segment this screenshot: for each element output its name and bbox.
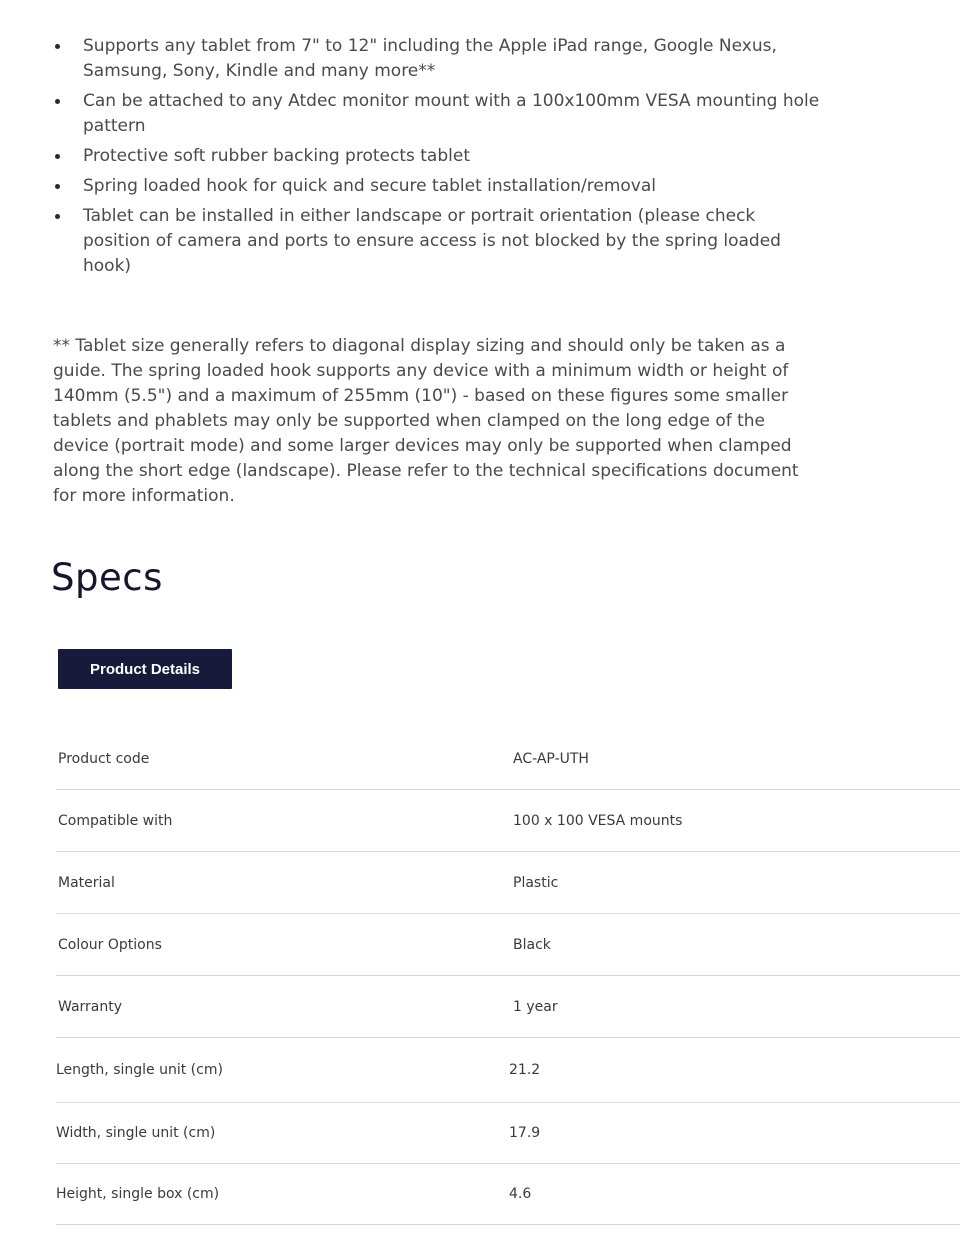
spec-value: 4.6 [509,1186,532,1202]
feature-text: Spring loaded hook for quick and secure tablet installation/removal [83,176,656,196]
spec-label: Compatible with [58,812,173,829]
spec-label: Length, single unit (cm) [56,1062,223,1078]
footnote-text: ** Tablet size generally refers to diagonal display sizing and should only be taken as a guide. The spring loaded hook supports any device with a minimum width or height of 140mm (5.5") and a maximum of 255mm (10") - based on these figures some smaller tablets and phablets may only be supported when clamped on the long edge of the device (portrait mode) and some larger devices may only be supported when clamped along the short edge (landscape). Please refer to the technical specifications document for more information. [53,336,799,506]
spec-value: 17.9 [509,1125,541,1141]
spec-label: Material [58,874,115,891]
spec-value: 21.2 [509,1062,541,1078]
feature-item [53,144,823,169]
feature-item [53,174,823,199]
feature-text: Protective soft rubber backing protects tablet [83,146,470,166]
bullet-icon [55,184,60,189]
spec-row-height [56,1164,960,1225]
spec-value: 100 x 100 VESA mounts [513,812,683,829]
bullet-icon [55,154,60,159]
spec-row-colour-options [56,914,960,976]
feature-text: Tablet can be installed in either landscape or portrait orientation (please check position of camera and ports to ensure access is not blocked by the spring loaded hook) [83,206,781,276]
bullet-icon [55,44,60,49]
spec-row-warranty [56,976,960,1038]
spec-value: 1 year [513,998,558,1015]
spec-row-width [56,1103,960,1164]
spec-value: Black [513,936,551,953]
feature-item [53,89,823,139]
spec-row-length [56,1038,960,1103]
feature-text: Can be attached to any Atdec monitor mount with a 100x100mm VESA mounting hole pattern [83,91,820,136]
spec-value: AC-AP-UTH [513,750,589,767]
product-details-tab[interactable]: Product Details [58,649,232,689]
feature-item [53,204,823,279]
specs-table [56,728,960,1225]
spec-row-material [56,852,960,914]
spec-label: Height, single box (cm) [56,1186,220,1202]
feature-item [53,34,823,84]
specs-heading: Specs [51,556,163,599]
bullet-icon [55,214,60,219]
spec-value: Plastic [513,874,559,891]
spec-label: Warranty [58,998,123,1015]
bullet-icon [55,99,60,104]
spec-label: Width, single unit (cm) [56,1125,216,1141]
spec-label: Product code [58,750,150,767]
feature-text: Supports any tablet from 7" to 12" including the Apple iPad range, Google Nexus, Samsung, Sony, Kindle and many more** [83,36,777,81]
spec-row-compatible-with [56,790,960,852]
spec-label: Colour Options [58,936,162,953]
feature-list [53,34,823,284]
spec-row-product-code [56,728,960,790]
